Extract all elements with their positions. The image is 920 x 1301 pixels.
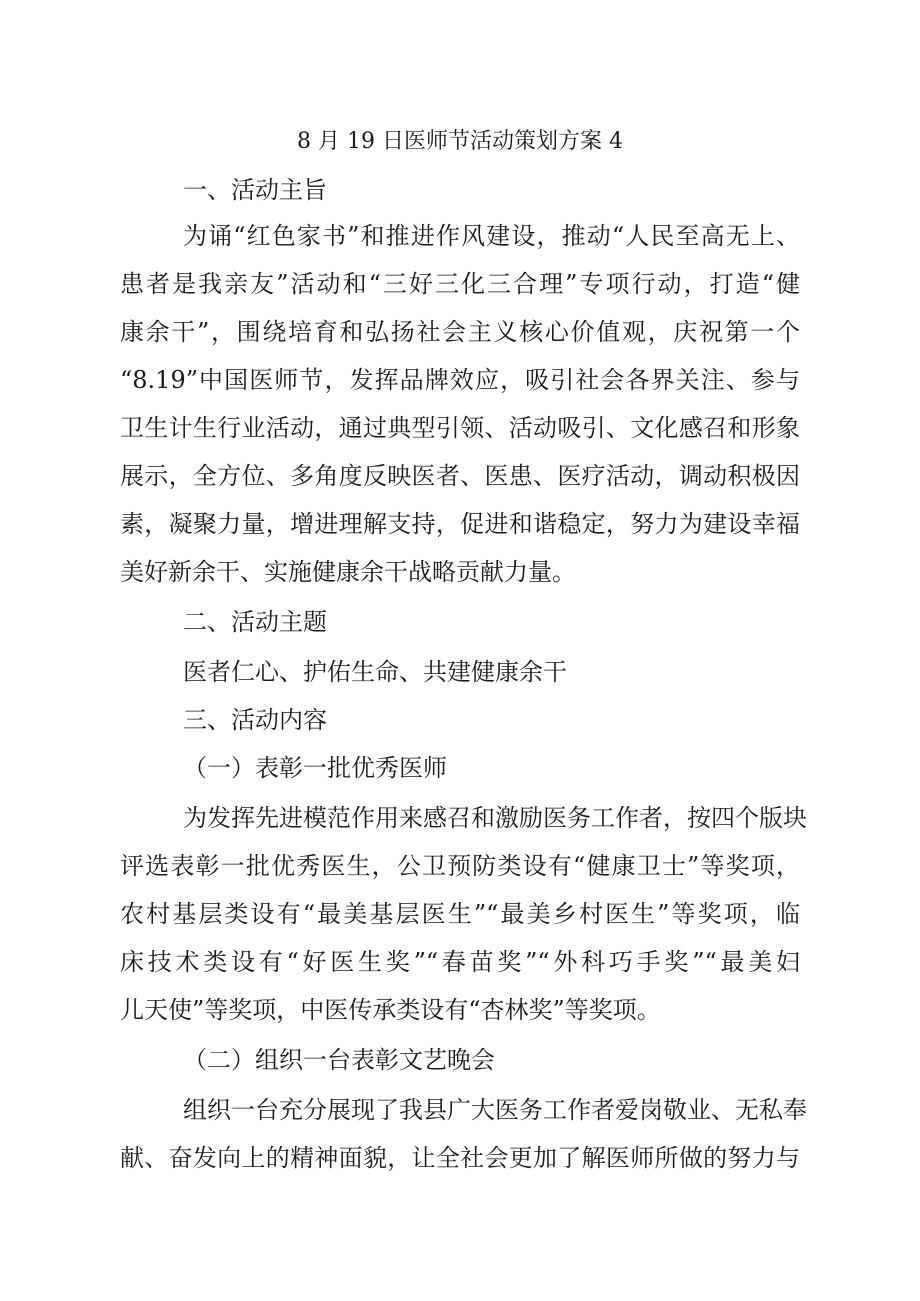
subsection-heading: （二）组织一台表彰文艺晚会 [183,1046,495,1074]
paragraph-line: 床技术类设有“好医生奖”“春苗奖”“外科巧手奖”“最美妇 [120,948,800,976]
section-heading: 二、活动主题 [183,608,327,636]
paragraph-line: 展示，全方位、多角度反映医者、医患、医疗活动，调动积极因 [120,462,800,490]
paragraph-line: 素，凝聚力量，增进理解支持，促进和谐稳定，努力为建设幸福 [120,510,800,538]
paragraph-line: 患者是我亲友”活动和“三好三化三合理”专项行动，打造“健 [120,270,800,298]
paragraph-line: 美好新余干、实施健康余干战略贡献力量。 [120,558,576,586]
paragraph-line: 为发挥先进模范作用来感召和激励医务工作者，按四个版块 [183,804,807,832]
paragraph-line: 献、奋发向上的精神面貌，让全社会更加了解医师所做的努力与 [120,1144,800,1172]
section-heading: 三、活动内容 [183,706,327,734]
document-title: 8 月 19 日医师节活动策划方案 4 [297,129,623,154]
paragraph-line: 儿天使”等奖项，中医传承类设有“杏林奖”等奖项。 [120,996,661,1024]
subsection-heading: （一）表彰一批优秀医师 [183,754,447,782]
paragraph-line: 为诵“红色家书”和推进作风建设，推动“人民至高无上、 [183,222,800,250]
paragraph-line: 评选表彰一批优秀医生，公卫预防类设有“健康卫士”等奖项， [120,852,800,880]
paragraph-line: 卫生计生行业活动，通过典型引领、活动吸引、文化感召和形象 [120,414,800,442]
paragraph-line: 农村基层类设有“最美基层医生”“最美乡村医生”等奖项，临 [120,900,800,928]
paragraph-line: 康余干”，围绕培育和弘扬社会主义核心价值观，庆祝第一个 [120,318,800,346]
section-heading: 一、活动主旨 [183,176,327,204]
paragraph-line: 组织一台充分展现了我县广大医务工作者爱岗敬业、无私奉 [183,1096,807,1124]
paragraph-line: “8.19”中国医师节，发挥品牌效应，吸引社会各界关注、参与 [120,366,800,394]
theme-text: 医者仁心、护佑生命、共建健康余干 [183,658,567,686]
